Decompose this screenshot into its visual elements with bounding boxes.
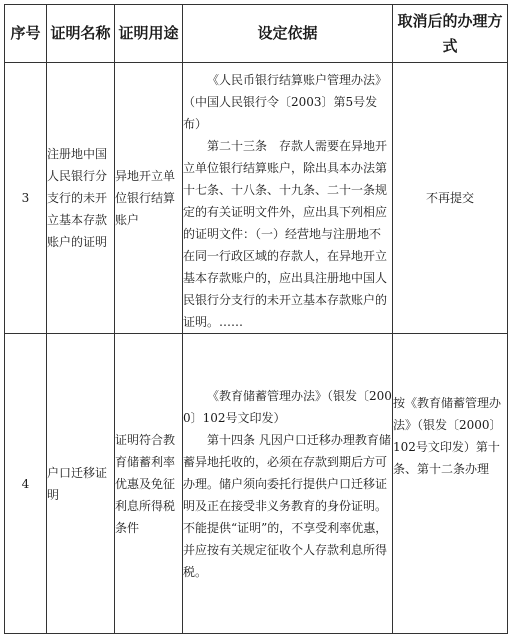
- certificate-table: [4, 4, 508, 634]
- header-number: 序号: [5, 5, 47, 63]
- row-number: 3: [5, 63, 47, 334]
- certificate-use: 异地开立单位银行结算账户: [115, 63, 183, 334]
- certificate-name: 户口迁移证明: [47, 334, 115, 634]
- certificate-use: 证明符合教育储蓄利率优惠及免征利息所得税条件: [115, 334, 183, 634]
- table-row: [5, 334, 508, 634]
- table-header-row: [5, 5, 508, 63]
- handling-method: 按《教育储蓄管理办法》（银发〔2000〕102号文印发）第十条、第十二条办理: [393, 334, 508, 634]
- legal-basis: [183, 63, 393, 334]
- certificate-name: 注册地中国人民银行分支行的未开立基本存款账户的证明: [47, 63, 115, 334]
- legal-basis-body: 第二十三条 存款人需要在异地开立单位银行结算账户，除出具本办法第十七条、十八条、十九条、二十一条规定的有关证明文件外，应出具下列相应的证明文件：（一）经营地与注册地不在同一行政区域的存款人，在异地开立基本存款账户的，应出具注册地中国人民银行分支行的未开立基本存款账户的证明。……: [183, 139, 388, 329]
- header-use: 证明用途: [115, 5, 183, 63]
- legal-basis-body: 第十四条 凡因户口迁移办理教育储蓄异地托收的，必须在存款到期后方可办理。储户须向委托行提供户口迁移证明及正在接受非义务教育的身份证明。不能提供“证明”的，不享受利率优惠，并应按有关规定征收个人存款利息所得税。: [183, 432, 391, 579]
- handling-method: 不再提交: [393, 63, 508, 334]
- legal-basis-title: 《人民币银行结算账户管理办法》（中国人民银行令〔2003〕第5号发布）: [183, 73, 388, 131]
- table-row: [5, 63, 508, 334]
- header-name: 证明名称: [47, 5, 115, 63]
- legal-basis-title: 《教育储蓄管理办法》（银发〔2000〕102号文印发）: [183, 388, 392, 425]
- row-number: 4: [5, 334, 47, 634]
- header-method: 取消后的办理方式: [393, 5, 508, 63]
- header-basis: 设定依据: [183, 5, 393, 63]
- legal-basis: [183, 334, 393, 634]
